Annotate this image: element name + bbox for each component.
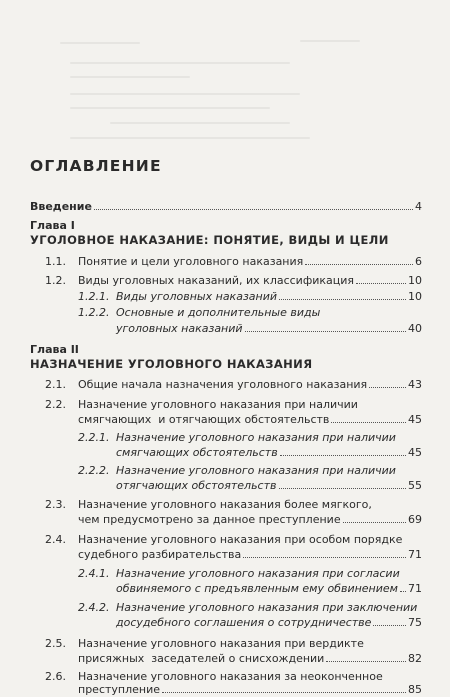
- toc-entry-cont[interactable]: [78, 412, 422, 427]
- leader-dots: [400, 591, 406, 592]
- toc-entry[interactable]: [45, 377, 422, 392]
- chapter-label: Глава II: [30, 343, 79, 356]
- toc-entry[interactable]: [45, 636, 422, 651]
- toc-entry-text: Понятие и цели уголовного наказания: [78, 255, 304, 268]
- toc-entry-text: Назначение уголовного наказания при наличии: [116, 464, 396, 477]
- toc-entry-text: отягчающих обстоятельств: [116, 479, 277, 492]
- toc-entry-number: 2.2.1.: [78, 431, 110, 444]
- toc-page-number: 85: [408, 683, 422, 696]
- toc-entry-number: 1.2.: [45, 274, 66, 287]
- leader-dots: [373, 625, 406, 626]
- toc-subentry-cont[interactable]: [116, 478, 422, 493]
- toc-entry-text: Назначение уголовного наказания при наличии: [116, 431, 396, 444]
- toc-entry[interactable]: [45, 397, 422, 412]
- bleed-through: [0, 0, 450, 150]
- toc-entry-text: Основные и дополнительные виды: [116, 306, 321, 319]
- toc-entry-number: 2.4.2.: [78, 601, 110, 614]
- toc-entry-text: Назначение уголовного наказания при особом порядке: [78, 533, 403, 546]
- leader-dots: [245, 331, 406, 332]
- toc-entry-label: Введение: [30, 200, 92, 213]
- toc-entry-text: чем предусмотрено за данное преступление: [78, 513, 341, 526]
- toc-subentry-cont[interactable]: [116, 581, 422, 596]
- toc-entry-text: смягчающих и отягчающих обстоятельств: [78, 413, 330, 426]
- toc-entry-text: Назначение уголовного наказания за неоконченное: [78, 670, 383, 683]
- toc-entry-text: Назначение уголовного наказания при наличии: [78, 398, 358, 411]
- toc-entry[interactable]: [45, 532, 422, 547]
- leader-dots: [94, 209, 413, 210]
- toc-subentry[interactable]: [78, 305, 422, 320]
- toc-entry[interactable]: [45, 254, 422, 269]
- toc-page-number: 45: [408, 413, 422, 426]
- toc-entry-number: 2.6.: [45, 670, 66, 683]
- toc-entry-number: 2.5.: [45, 637, 66, 650]
- toc-entry-number: 2.1.: [45, 378, 66, 391]
- leader-dots: [326, 661, 406, 662]
- toc-entry[interactable]: [45, 273, 422, 288]
- toc-subentry[interactable]: [78, 463, 422, 478]
- toc-title: ОГЛАВЛЕНИЕ: [30, 157, 162, 175]
- toc-entry-text: Назначение уголовного наказания при вердикте: [78, 637, 364, 650]
- leader-dots: [305, 264, 413, 265]
- toc-entry-text: судебного разбирательства: [78, 548, 242, 561]
- toc-entry-number: 1.1.: [45, 255, 66, 268]
- toc-entry-text: Виды уголовных наказаний, их классификация: [78, 274, 355, 287]
- leader-dots: [162, 692, 406, 693]
- leader-dots: [279, 299, 406, 300]
- toc-entry-text: присяжных заседателей о снисхождении: [78, 652, 325, 665]
- toc-page-number: 45: [408, 446, 422, 459]
- toc-page-number: 82: [408, 652, 422, 665]
- toc-subentry[interactable]: [78, 600, 422, 615]
- toc-entry-number: 1.2.1.: [78, 290, 110, 303]
- toc-page-number: 40: [408, 322, 422, 335]
- toc-entry-cont[interactable]: [78, 651, 422, 666]
- toc-entry-number: 1.2.2.: [78, 306, 110, 319]
- leader-dots: [280, 455, 406, 456]
- toc-entry[interactable]: [45, 497, 422, 512]
- chapter-title: НАЗНАЧЕНИЕ УГОЛОВНОГО НАКАЗАНИЯ: [30, 357, 313, 371]
- toc-entry-cont[interactable]: [78, 682, 422, 697]
- toc-entry-cont[interactable]: [78, 512, 422, 527]
- leader-dots: [369, 387, 406, 388]
- toc-page-number: 10: [408, 274, 422, 287]
- toc-page-number: 43: [408, 378, 422, 391]
- toc-subentry-cont[interactable]: [116, 615, 422, 630]
- leader-dots: [356, 283, 406, 284]
- toc-page-number: 71: [408, 548, 422, 561]
- toc-entry-text: уголовных наказаний: [116, 322, 243, 335]
- toc-entry-number: 2.3.: [45, 498, 66, 511]
- toc-page-number: 4: [415, 200, 422, 213]
- toc-entry-number: 2.4.1.: [78, 567, 110, 580]
- toc-subentry-cont[interactable]: [116, 321, 422, 336]
- toc-entry-text: Виды уголовных наказаний: [116, 290, 278, 303]
- toc-entry-text: Назначение уголовного наказания более мягкого,: [78, 498, 372, 511]
- toc-subentry[interactable]: [78, 566, 422, 581]
- toc-entry-number: 2.2.2.: [78, 464, 110, 477]
- toc-entry-intro[interactable]: [30, 199, 422, 214]
- leader-dots: [279, 488, 407, 489]
- toc-entry-text: преступление: [78, 683, 161, 696]
- toc-entry-text: Назначение уголовного наказания при заключении: [116, 601, 418, 614]
- toc-subentry-cont[interactable]: [116, 445, 422, 460]
- toc-entry-text: Общие начала назначения уголовного наказания: [78, 378, 368, 391]
- toc-page-number: 6: [415, 255, 422, 268]
- toc-page-number: 69: [408, 513, 422, 526]
- toc-entry-number: 2.2.: [45, 398, 66, 411]
- toc-entry-cont[interactable]: [78, 547, 422, 562]
- toc-page-number: 71: [408, 582, 422, 595]
- toc-subentry[interactable]: [78, 430, 422, 445]
- toc-entry-text: досудебного соглашения о сотрудничестве: [116, 616, 372, 629]
- toc-entry-text: смягчающих обстоятельств: [116, 446, 278, 459]
- toc-entry-text: обвиняемого с предъявленным ему обвинением: [116, 582, 398, 595]
- toc-page-number: 55: [408, 479, 422, 492]
- toc-entry-number: 2.4.: [45, 533, 66, 546]
- toc-page-number: 75: [408, 616, 422, 629]
- toc-entry-text: Назначение уголовного наказания при согласии: [116, 567, 400, 580]
- leader-dots: [343, 522, 406, 523]
- chapter-title: УГОЛОВНОЕ НАКАЗАНИЕ: ПОНЯТИЕ, ВИДЫ И ЦЕЛИ: [30, 233, 389, 247]
- chapter-label: Глава I: [30, 219, 75, 232]
- toc-page-number: 10: [408, 290, 422, 303]
- leader-dots: [331, 422, 406, 423]
- toc-subentry[interactable]: [78, 289, 422, 304]
- leader-dots: [243, 557, 406, 558]
